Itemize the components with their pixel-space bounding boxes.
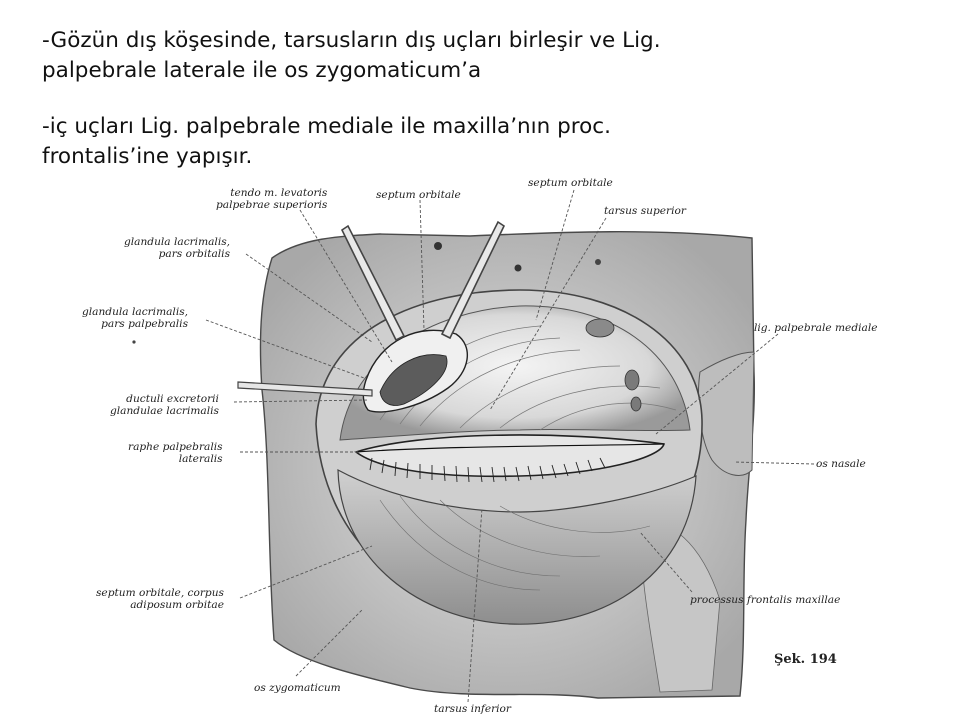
label-line: glandula lacrimalis, <box>82 306 189 318</box>
figure-number: Şek. 194 <box>774 652 837 667</box>
label-tarsus-inferior <box>434 703 511 715</box>
label-line: septum orbitale <box>376 189 461 201</box>
label-os-zygomaticum <box>254 682 341 694</box>
label-ductuli-excretorii <box>110 393 219 417</box>
label-septum-orbitale-top <box>376 189 461 201</box>
label-line: adiposum orbitae <box>130 599 224 611</box>
label-line: glandula lacrimalis, <box>124 236 231 248</box>
label-septum-orbitale-right <box>528 177 613 189</box>
texture-dot <box>515 265 522 272</box>
label-line: septum orbitale <box>528 177 613 189</box>
texture-dot <box>595 259 601 265</box>
label-line: raphe palpebralis <box>128 441 223 453</box>
lacrimal-opening-shape <box>625 370 639 390</box>
lacrimal-opening-shape <box>586 319 614 337</box>
label-lig-palpebrale-mediale <box>754 322 877 334</box>
label-tarsus-superior <box>604 205 686 217</box>
label-raphe-palpebralis <box>128 441 223 465</box>
paragraph-line: -Gözün dış köşesinde, tarsusların dış uçları birleşir ve Lig. <box>42 28 661 53</box>
label-septum-corpus-adiposum <box>96 587 224 611</box>
label-line: glandulae lacrimalis <box>110 405 219 417</box>
label-line: ductuli excretorii <box>126 393 219 405</box>
label-line: septum orbitale, corpus <box>96 587 224 599</box>
label-line: os zygomaticum <box>254 682 341 694</box>
label-line: os nasale <box>816 458 866 470</box>
paragraph-line: palpebrale laterale ile os zygomaticum’a <box>42 58 482 83</box>
label-line: tendo m. levatoris <box>230 187 328 199</box>
texture-dot <box>132 340 135 343</box>
label-os-nasale <box>816 458 866 470</box>
lacrimal-opening-shape <box>631 397 641 411</box>
label-line: processus frontalis maxillae <box>690 594 841 606</box>
label-line: pars palpebralis <box>101 318 189 330</box>
label-glandula-palpebralis <box>82 306 188 330</box>
texture-dot <box>434 242 442 250</box>
label-line: lig. palpebrale mediale <box>754 322 878 334</box>
label-line: lateralis <box>178 453 223 465</box>
label-line: tarsus superior <box>604 205 686 217</box>
label-line: pars orbitalis <box>158 248 231 260</box>
label-line: tarsus inferior <box>434 703 511 715</box>
paragraph-line: frontalis’ine yapışır. <box>42 144 253 169</box>
label-glandula-orbitalis <box>124 236 230 260</box>
label-tendo-levatoris <box>216 187 327 211</box>
label-line: palpebrae superioris <box>216 199 328 211</box>
paragraph-line: -iç uçları Lig. palpebrale mediale ile maxilla’nın proc. <box>42 114 611 139</box>
label-processus-frontalis <box>690 594 840 606</box>
